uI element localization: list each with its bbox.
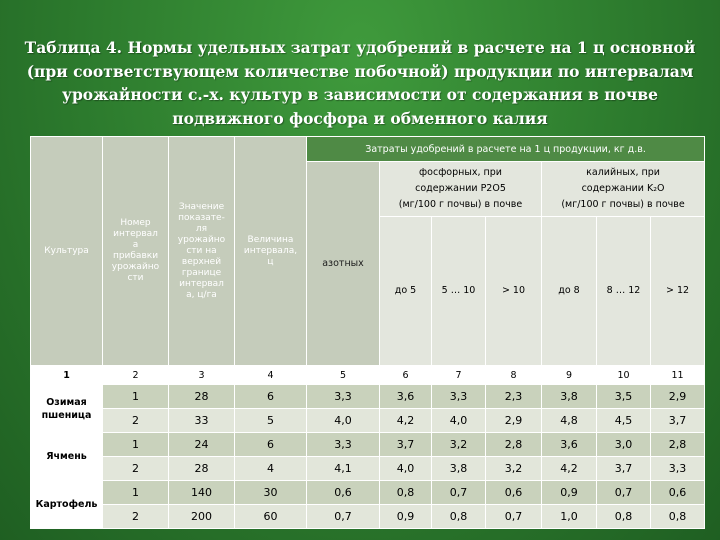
table-cell: 5 [235, 409, 307, 433]
table-cell: 3,3 [307, 433, 380, 457]
table-cell: 0,9 [542, 481, 597, 505]
table-cell: 0,6 [651, 481, 705, 505]
column-number: 8 [486, 366, 542, 385]
column-number-row [31, 366, 705, 385]
table-cell: 3,5 [597, 385, 651, 409]
table-cell: 2,8 [651, 433, 705, 457]
header-k-range: 8 … 12 [597, 217, 651, 366]
table-cell: 3,0 [597, 433, 651, 457]
column-number: 9 [542, 366, 597, 385]
table-cell: 24 [169, 433, 235, 457]
table-cell: 2,9 [486, 409, 542, 433]
table-cell: 2 [103, 505, 169, 529]
table-cell: 0,9 [380, 505, 432, 529]
table-cell: 2 [103, 457, 169, 481]
table-cell: 60 [235, 505, 307, 529]
column-number: 10 [597, 366, 651, 385]
column-number: 4 [235, 366, 307, 385]
table-cell: 3,2 [486, 457, 542, 481]
table-cell: 4,2 [380, 409, 432, 433]
table-cell: 3,7 [651, 409, 705, 433]
table-cell: 1 [103, 385, 169, 409]
column-number: 6 [380, 366, 432, 385]
table-cell: 6 [235, 385, 307, 409]
crop-name: Озимая пшеница [31, 385, 103, 433]
header-p-range: > 10 [486, 217, 542, 366]
table-cell: 4,5 [597, 409, 651, 433]
table-cell: 4,2 [542, 457, 597, 481]
table-cell: 2 [103, 409, 169, 433]
crop-name: Картофель [31, 481, 103, 529]
column-number: 1 [31, 366, 103, 385]
table-row [31, 409, 705, 433]
table-cell: 3,3 [432, 385, 486, 409]
title-line: урожайности с.-х. культур в зависимости от содержания в почве [62, 85, 658, 104]
table-cell: 0,6 [307, 481, 380, 505]
table-cell: 4,1 [307, 457, 380, 481]
table-cell: 0,7 [307, 505, 380, 529]
table-cell: 2,9 [651, 385, 705, 409]
table-row [31, 457, 705, 481]
table-cell: 140 [169, 481, 235, 505]
table-cell: 1,0 [542, 505, 597, 529]
table-cell: 3,8 [542, 385, 597, 409]
table-row [31, 505, 705, 529]
column-number: 7 [432, 366, 486, 385]
table-cell: 0,8 [380, 481, 432, 505]
header-k-range: > 12 [651, 217, 705, 366]
table-cell: 1 [103, 481, 169, 505]
header-upper-value: Значение показате- ля урожайно сти на верхней границе интервал а, ц/га [169, 137, 235, 366]
table-row [31, 481, 705, 505]
table-cell: 4,8 [542, 409, 597, 433]
table-cell: 0,7 [432, 481, 486, 505]
fertilizer-norms-table [30, 136, 705, 529]
header-interval-size: Величина интервала, ц [235, 137, 307, 366]
table-cell: 0,8 [651, 505, 705, 529]
header-costs-band: Затраты удобрений в расчете на 1 ц продукции, кг д.в. [307, 137, 705, 162]
table-cell: 0,7 [597, 481, 651, 505]
column-number: 3 [169, 366, 235, 385]
table-cell: 4 [235, 457, 307, 481]
table-cell: 0,8 [432, 505, 486, 529]
header-phosphorus: фосфорных, при содержании P2O5 (мг/100 г почвы) в почве [380, 162, 542, 217]
table-cell: 3,2 [432, 433, 486, 457]
title-line: (при соответствующем количестве побочной) продукции по интервалам [26, 61, 694, 81]
slide-title [20, 36, 700, 130]
header-interval-number: Номер интервал а прибавки урожайно сти [103, 137, 169, 366]
table-cell: 3,7 [597, 457, 651, 481]
table-cell: 0,8 [597, 505, 651, 529]
title-line: Таблица 4. Нормы удельных затрат удобрений в расчете на 1 ц основной [24, 38, 696, 57]
header-p-range: 5 … 10 [432, 217, 486, 366]
crop-name: Ячмень [31, 433, 103, 481]
table-cell: 6 [235, 433, 307, 457]
table-cell: 33 [169, 409, 235, 433]
table-row [31, 433, 705, 457]
header-nitrogen: азотных [307, 162, 380, 366]
header-k-range: до 8 [542, 217, 597, 366]
table-cell: 2,3 [486, 385, 542, 409]
table-cell: 200 [169, 505, 235, 529]
header-crop: Культура [31, 137, 103, 366]
table-cell: 1 [103, 433, 169, 457]
header-potassium: калийных, при содержании K₂O (мг/100 г почвы) в почве [542, 162, 705, 217]
table-cell: 3,8 [432, 457, 486, 481]
table-cell: 0,7 [486, 505, 542, 529]
table-cell: 2,8 [486, 433, 542, 457]
table-cell: 28 [169, 385, 235, 409]
table-cell: 4,0 [432, 409, 486, 433]
table-cell: 3,6 [542, 433, 597, 457]
header-p-range: до 5 [380, 217, 432, 366]
title-line: подвижного фосфора и обменного калия [172, 108, 548, 128]
table-cell: 28 [169, 457, 235, 481]
table-cell: 3,3 [307, 385, 380, 409]
table-cell: 3,7 [380, 433, 432, 457]
column-number: 11 [651, 366, 705, 385]
column-number: 2 [103, 366, 169, 385]
table-cell: 4,0 [380, 457, 432, 481]
table-cell: 3,6 [380, 385, 432, 409]
table-cell: 4,0 [307, 409, 380, 433]
table-row [31, 385, 705, 409]
column-number: 5 [307, 366, 380, 385]
table-cell: 3,3 [651, 457, 705, 481]
table-cell: 0,6 [486, 481, 542, 505]
table-cell: 30 [235, 481, 307, 505]
